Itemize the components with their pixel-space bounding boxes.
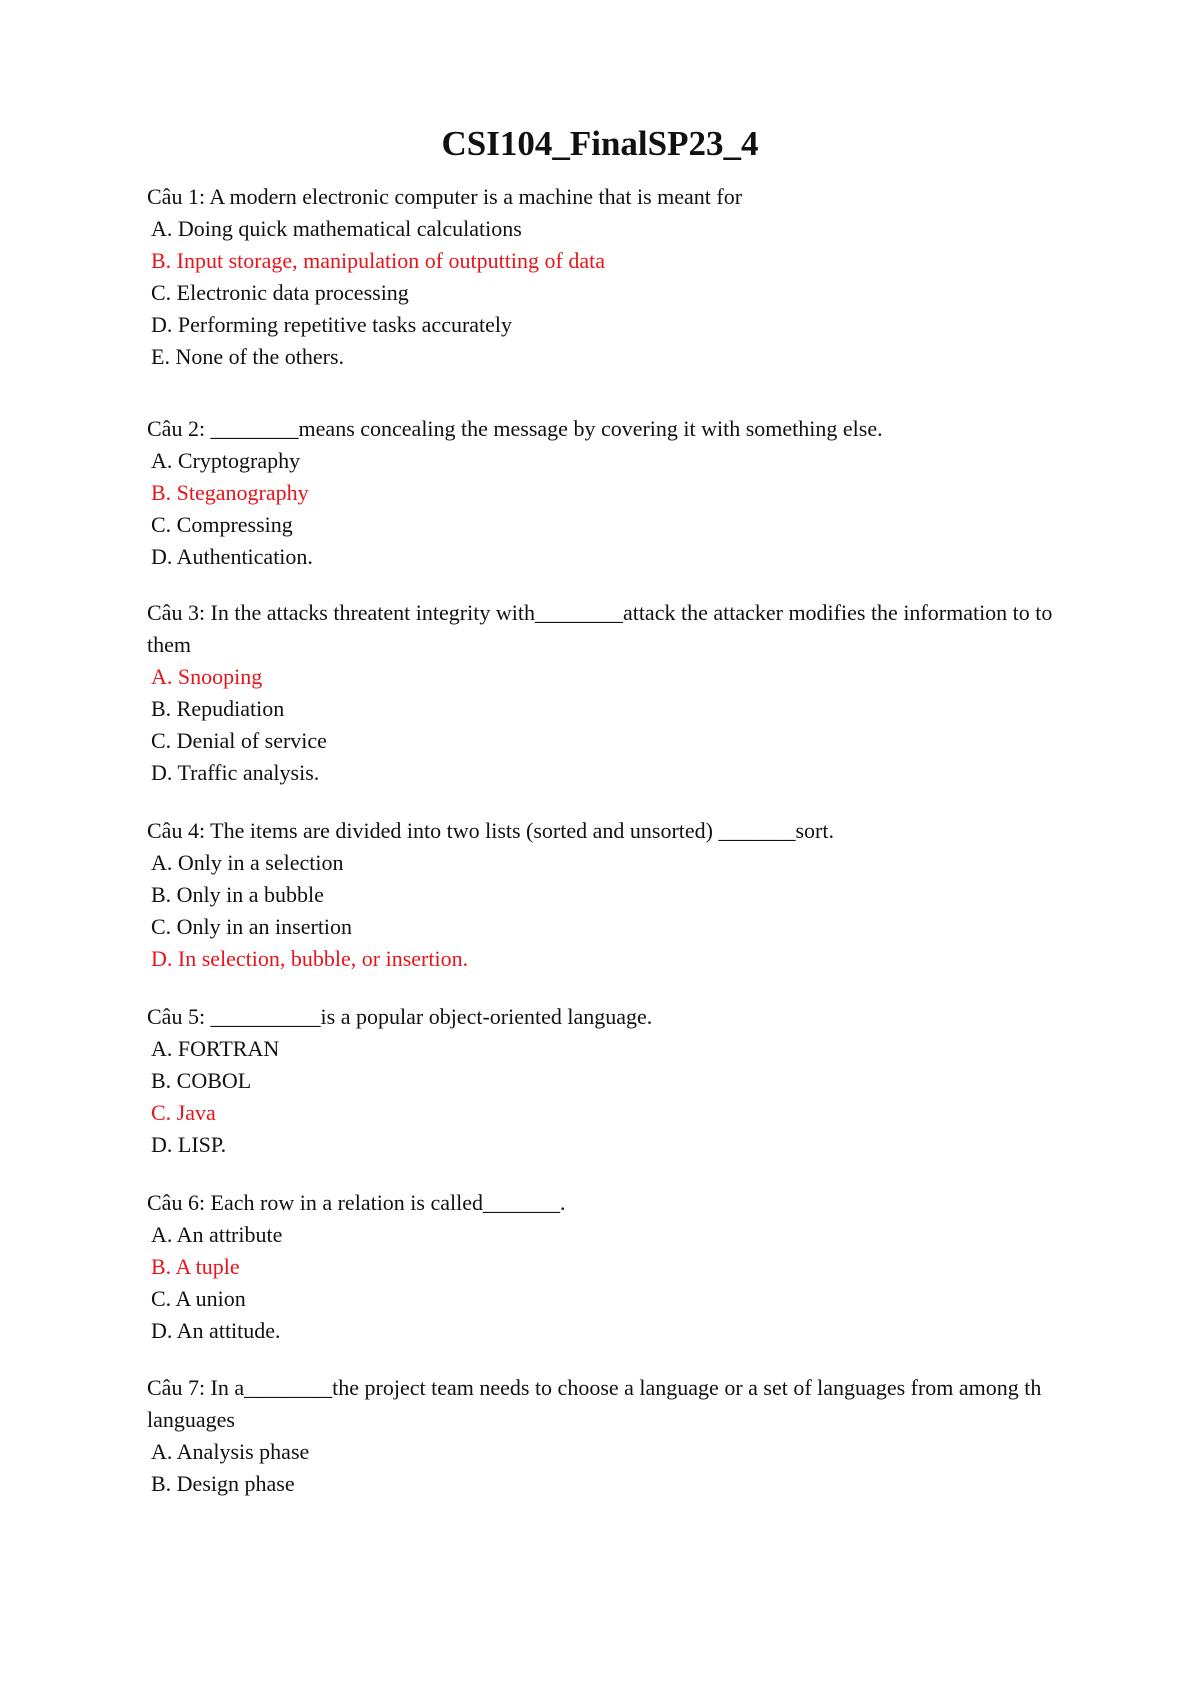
answer-option: A. Only in a selection	[151, 850, 344, 875]
answer-option-correct: B. Input storage, manipulation of outputting of data	[151, 248, 605, 273]
question-text: Câu 3: In the attacks threatent integrity with________attack the attacker modifies the information to to them	[147, 600, 1053, 657]
question-4	[147, 815, 1067, 975]
answer-option: A. Doing quick mathematical calculations	[151, 216, 522, 241]
answer-option-correct: A. Snooping	[151, 664, 263, 689]
answer-option: C. Compressing	[151, 512, 293, 537]
question-text: Câu 4: The items are divided into two lists (sorted and unsorted) _______sort.	[147, 818, 834, 843]
answer-option-correct: B. Steganography	[151, 480, 309, 505]
answer-option: B. Only in a bubble	[151, 882, 324, 907]
answer-option: C. Denial of service	[151, 728, 327, 753]
answer-option: C. A union	[151, 1286, 246, 1311]
answer-option: C. Electronic data processing	[151, 280, 409, 305]
answer-option: E. None of the others.	[151, 344, 345, 369]
answer-option: A. An attribute	[151, 1222, 283, 1247]
answer-option: A. Analysis phase	[151, 1439, 310, 1464]
answer-option: D. LISP.	[151, 1132, 227, 1157]
question-text: Câu 2: ________means concealing the message by covering it with something else.	[147, 416, 883, 441]
answer-option-correct: B. A tuple	[151, 1254, 240, 1279]
answer-option: D. An attitude.	[151, 1318, 281, 1343]
answer-option: D. Performing repetitive tasks accurately	[151, 312, 513, 337]
question-5	[147, 1001, 1067, 1161]
question-text: Câu 1: A modern electronic computer is a machine that is meant for	[147, 184, 743, 209]
question-2	[147, 413, 1067, 573]
answer-option: B. Repudiation	[151, 696, 285, 721]
page-title: CSI104_FinalSP23_4	[441, 124, 759, 163]
question-text: Câu 6: Each row in a relation is called_______.	[147, 1190, 566, 1215]
answer-option: D. Authentication.	[151, 544, 313, 569]
question-7	[147, 1372, 1067, 1500]
answer-option: C. Only in an insertion	[151, 914, 353, 939]
question-text: Câu 5: __________is a popular object-oriented language.	[147, 1004, 653, 1029]
answer-option: B. COBOL	[151, 1068, 252, 1093]
answer-option: B. Design phase	[151, 1471, 295, 1496]
question-6	[147, 1187, 1067, 1347]
answer-option: A. Cryptography	[151, 448, 301, 473]
answer-option-correct: D. In selection, bubble, or insertion.	[151, 946, 469, 971]
answer-option: A. FORTRAN	[151, 1036, 280, 1061]
question-3	[147, 597, 1067, 789]
answer-option-correct: C. Java	[151, 1100, 216, 1125]
question-text: Câu 7: In a________the project team needs to choose a language or a set of languages from among th languages	[147, 1375, 1042, 1432]
answer-option: D. Traffic analysis.	[151, 760, 320, 785]
question-1	[147, 181, 1067, 373]
